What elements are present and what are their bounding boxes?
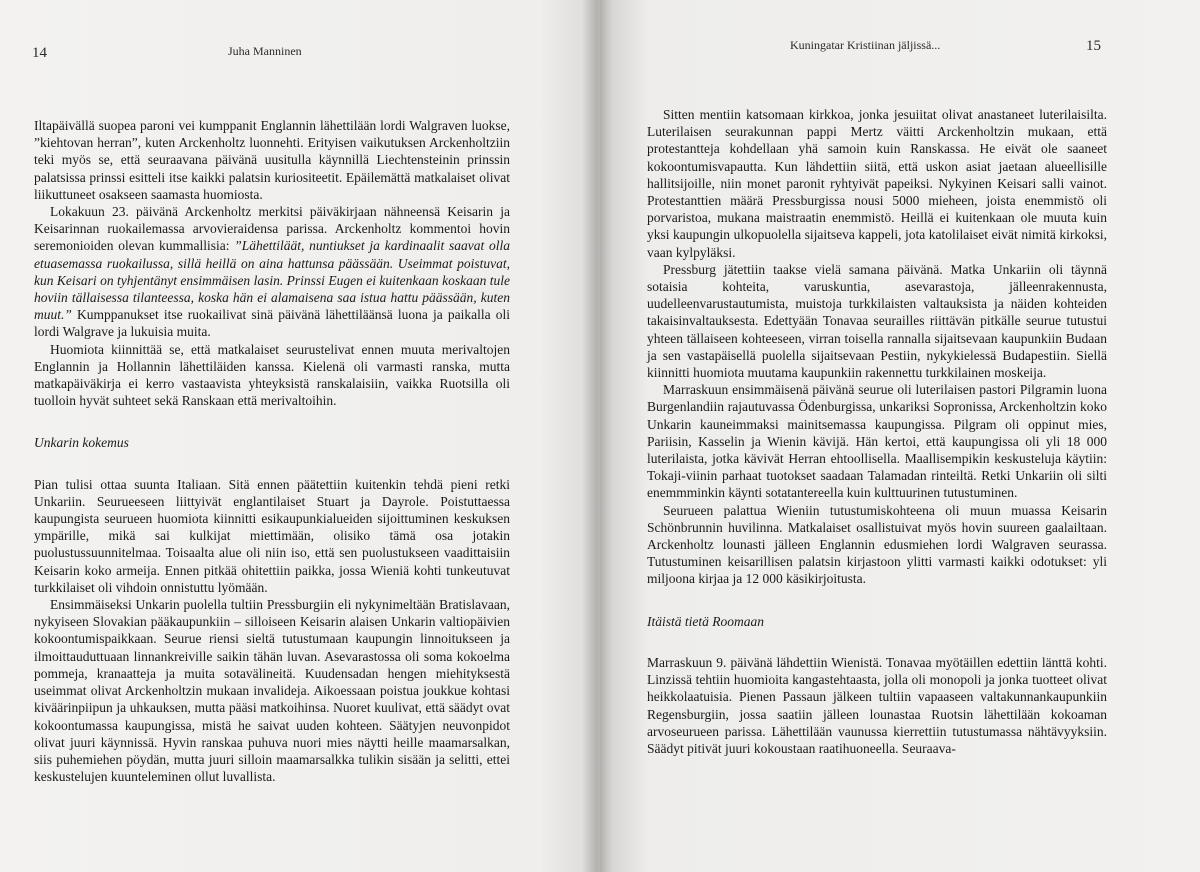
paragraph: Huomiota kiinnittää se, että matkalaiset seurustelivat ennen muuta merivaltojen Englannin ja Hollannin lähettiläiden kanssa. Kielenä oli varmasti ranska, mutta matkapäiväkirja ei kerro vastaavista yhteyksistä ranskalaisiin, vaikka Ruotsilla oli tuolloin hyvät suhteet sekä Ranskaan että merivaltoihin. xyxy=(34,341,510,409)
page-number: 15 xyxy=(1086,38,1101,54)
paragraph: Seurueen palattua Wieniin tutustumiskohteena oli muun muassa Keisarin Schönbrunnin huvilinna. Matkalaiset osallistuivat myös hovin suureen gaalailtaan. Arckenholtz lounasti jälleen Englannin edusmiehen lordi Walgraven seurassa. Tutustuminen keisarillisen palatsin kirjastoon ylitti varmasti kaikki odotukset: yli miljoona kirjaa ja 12 000 käsikirjoitusta. xyxy=(647,502,1107,587)
paragraph: Sitten mentiin katsomaan kirkkoa, jonka jesuiitat olivat anastaneet luterilaisilta. Luterilaisen seurakunnan pappi Mertz väitti Arckenholtzin mukaan, että protestantteja kohdellaan yhä samoin kuin Ranskassa. He eivät ole saaneet kokoontumisvapautta. Kun lähdettiin siitä, että uskon asiat jaetaan alueellisille hallitsijoille, niin monet paronit ryhtyivät papeiksi. Nykyinen Keisari salli vainot. Protestanttien määrä Pressburgissa nousi 5000 mieheen, joista enemmistö oli porvaristoa, mukana maistraatin enemmistö. Heillä ei kuitenkaan ole muuta kuin yksi kaupungin ulkopuolella sijaitseva kappeli, jota katolilaiset eivät nimitä kirkoksi, vaan kylpyläksi. xyxy=(647,107,1107,260)
paragraph: Pian tulisi ottaa suunta Italiaan. Sitä ennen päätettiin kuitenkin tehdä pieni retki Unkariin. Seurueeseen liittyivät englantilaiset Stuart ja Dayrole. Poistuttaessa kaupungista seurueen huomiota kiinnitti esikaupunkialueiden sijoittuminen keskuksen ympärille, mikä sai kulkijat miettimään, olisiko tämä osa jotakin puolustussuunnitelmaa. Toisaalta alue oli niin iso, että sen puolustukseen vaadittaisiin Keisarin koko armeija. Ennen pitkää ohitettiin paikka, jossa Wieniä kohti tunkeutuvat turkkilaiset oli vihdoin onnistuttu lyömään. xyxy=(34,476,510,595)
paragraph-text: Kumppanukset itse ruokailivat sinä päivänä lähettiläänsä luona ja paikalla oli lordi Walgrave ja lukuisia muita. xyxy=(34,307,510,340)
paragraph: Pressburg jätettiin taakse vielä samana päivänä. Matka Unkariin oli täynnä sotaisia kohteita, varuskuntia, asevarastoja, jälleenrakennusta, uudelleenvarustautumista, muistoja turkkilaisten valtauksista ja näiden kohteiden takaisinvaltauksesta. Edettyään Tonavaa seurailles riittävän pitkälle seurue tutustui yhteen tällaiseen kohteeseen, virran toisella rannalla sijaitsevaan kaupunkiin Budaan ja sen vastapäisellä puolella sijaitsevaan Pestiin, nykykielessä Budapestiin. Siellä kiinnitti huomiota muutama kaupunkiin rakennettu turkkilainen moskeija. xyxy=(647,261,1107,381)
running-head: Kuningatar Kristiinan jäljissä... xyxy=(790,38,941,52)
paragraph xyxy=(34,203,510,341)
running-head: Juha Manninen xyxy=(228,44,302,58)
paragraph: Marraskuun 9. päivänä lähdettiin Wienistä. Tonavaa myötäillen edettiin länttä kohti. Linzissä tehtiin huomioita kangastehtaasta, jolla oli monopoli ja jonka tuotteet olivat heikkolaatuisia. Pienen Passaun jälkeen tultiin vapaaseen valtakunnankaupunkiin Regensburgiin, jossa saatiin jälleen lounastaa Ruotsin lähettilään kokoaman arvoseurueen parissa. Lähettilään vaunussa kierrettiin tutustumassa nähtävyyksiin. Säädyt pitivät juuri kokoustaan raatihuoneella. Seuraava- xyxy=(647,654,1107,756)
section-heading: Unkarin kokemus xyxy=(34,435,129,451)
book-gutter xyxy=(582,0,612,872)
paragraph: Marraskuun ensimmäisenä päivänä seurue oli luterilaisen pastori Pilgramin luona Burgenlandiin rajautuvassa Ödenburgissa, unkariksi Sopronissa, Arckenholtzin koko Unkarin kauneimmaksi mainitsemassa kaupungissa. Pilgram oli oppinut mies, Pariisin, Kasselin ja Wienin kävijä. Hän kertoi, että kaupungissa oli yli 18 000 luterilaista, jotka kävivät Herran ehtoollisella. Maallisempikin keskusteluja käytiin: Tokaji-viinin parhaat tuotokset saadaan Talamadan rinteiltä. Retki Unkariin oli silti enemmminkin käynti sotatantereella kuin kulttuurinen tutustuminen. xyxy=(647,382,1107,501)
section-heading: Itäistä tietä Roomaan xyxy=(647,613,764,629)
page-number: 14 xyxy=(32,45,47,61)
paragraph: Ensimmäiseksi Unkarin puolella tultiin Pressburgiin eli nykynimeltään Bratislavaan, nykyiseen Slovakian pääkaupunkiin – silloiseen Keisarin alaisen Unkarin valtiopäivien kokoontumispaikkaan. Seurue riensi sieltä tutustumaan kaupungin linnoitukseen ja ilmoittauduttuaan linnankreiville saikin tähän luvan. Asevarastossa oli soma kokoelma pommeja, kranaatteja ja muita sotavälineitä. Kuudensadan hengen miehityksestä useimmat olivat Arckenholtzin mukaan invalideja. Aikoessaan poistua joukkue kohtasi kiväärinpiipun ja uhkauksen, mutta pääsi matkoihinsa. Nuoret kuulivat, että säädyt ovat kokoontumassa kaupungissa, mistä he saivat uuden kohteen. Säätyjen neuvonpidot olivat juuri käynnissä. Hyvin ranskaa puhuva nuori mies näytti heille maamarsalkan, siis puhemiehen pöydän, mutta juuri silloin maamarsalkka tulikin sisään ja selitti, ettei keskustelujen kuunteleminen ollut luvallista. xyxy=(34,597,510,785)
paragraph-text: Lokakuun 23. päivänä Arckenholtz merkitsi päiväkirjaan nähneensä Keisarin ja Keisarinnan ruokailemassa arvovieraidensa parissa. Arckenholtz kommentoi hovin seremonioiden olevan kummallisia: xyxy=(34,204,510,254)
page-body xyxy=(34,117,510,785)
paragraph: Iltapäivällä suopea paroni vei kumppanit Englannin lähettilään lordi Walgraven luokse, ”kiehtovan herran”, kuten Arckenholtz luonnehti. Erityisen vaikutuksen Arckenholtziin teki myös se, että seuraavana päivänä uusitulla käynnillä Liechtensteinin prinssin palatsissa prinssi esitteli itse kaikki palatsin kuriositeetit. Epäilemättä matkalaiset olivat liikuttuneet osakseen saamasta huomiosta. xyxy=(34,118,510,202)
quotation: ”Lähettiläät, nuntiukset ja kardinaalit saavat olla etuasemassa ruokailussa, sillä heillä on aina hattunsa päässään. Useimmat poistuvat, kun Keisari on tyhjentänyt ensimmäisen lasin. Prinssi Eugen ei kuitenkaan koskaan tule hoviin tällaisessa tilanteessa, koska hän ei alamaisena saa istua hattu päässään, kuten muut.” xyxy=(34,238,510,323)
page-body xyxy=(647,106,1107,757)
right-page xyxy=(600,0,1200,872)
